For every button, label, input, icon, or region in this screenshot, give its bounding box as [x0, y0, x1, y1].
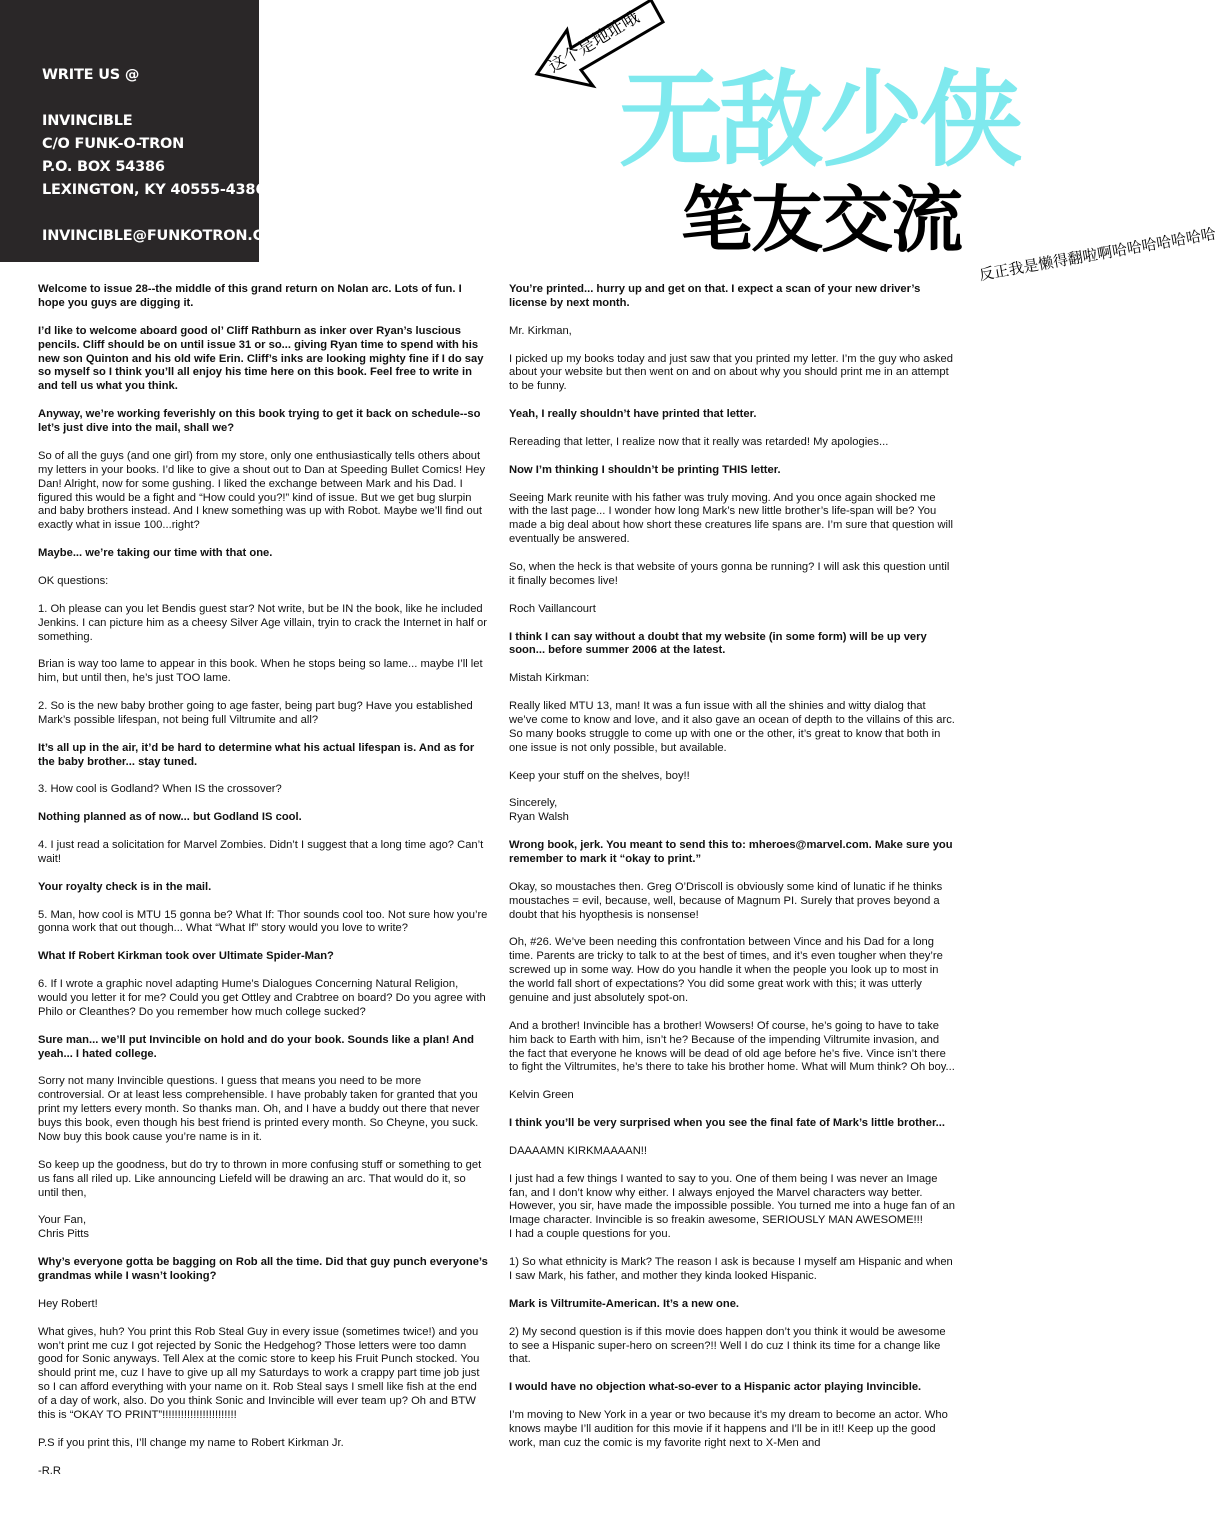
- letter-paragraph: 1) So what ethnicity is Mark? The reason I ask is because I myself am Hispanic and when I saw Mark, his father, and mother they kinda looked Hispanic.: [509, 1256, 953, 1282]
- email-address[interactable]: INVINCIBLE@FUNKOTRON.COM: [42, 228, 290, 244]
- page-subtitle: 笔友交流: [681, 178, 962, 262]
- editor-reply: Why’s everyone gotta be bagging on Rob all the time. Did that guy punch everyone’s grandmas while I wasn’t looking?: [38, 1256, 488, 1283]
- letter-paragraph: 4. I just read a solicitation for Marvel Zombies. Didn’t I suggest that a long time ago? Can’t wait!: [38, 839, 484, 865]
- letter-paragraph: 2. So is the new baby brother going to age faster, being part bug? Have you established Mark’s possible lifespan, not being full Viltrumite and all?: [38, 700, 473, 726]
- address-box: [0, 0, 290, 262]
- letter-paragraph: DAAAAMN KIRKMAAAAN!!: [509, 1144, 648, 1157]
- letter-paragraph: I picked up my books today and just saw that you printed my letter. I’m the guy who asked about your website but then went on and on about why you should print me in an attempt to be funny.: [509, 352, 954, 393]
- letter-paragraph: So keep up the goodness, but do try to thrown in more confusing stuff or something to get us fans all riled up. Like announcing Liefeld will be drawing an arc. That would do it, so until then,: [38, 1158, 482, 1199]
- letter-paragraph: P.S if you print this, I’ll change my name to Robert Kirkman Jr.: [38, 1436, 344, 1449]
- letter-paragraph: What gives, huh? You print this Rob Steal Guy in every issue (sometimes twice!) and you won’t print me cuz I got rejected by Sonic the Hedgehog? Those letters were too damn good for Sonic anyways. Tell Alex at the comic store to keep his Fruit Punch stocked. You should print me, cuz I have to give up all my Saturdays to work a crappy part time job just so I can afford everything with your name on it. Rob Steal says I smell like fish at the end of a day of work, also. Do you think Sonic and Invincible will ever team up? Oh and BTW this is “OKAY TO PRINT”!!!!!!!!!!!!!!!!!!!!!!!!: [38, 1325, 480, 1422]
- letter-paragraph: 6. If I wrote a graphic novel adapting Hume’s Dialogues Concerning Natural Religion, would you letter it for me? Could you get Ottley and Crabtree on board? Do you agree with Philo or Cleanthes? Do you remember how much college sucked?: [38, 978, 486, 1018]
- letter-paragraph: And a brother! Invincible has a brother! Wowsers! Of course, he’s going to have to take him back to Earth with him, isn’t he? Because of the impending Viltrumite invasion, and the fact that everyone he knows will be dead of old age before he’s five. Vince isn’t there to fight the Viltrumites, he’s there to take his brother home. What will Mum think? Oh boy...: [509, 1019, 955, 1074]
- letter-paragraph: Kelvin Green: [509, 1089, 574, 1102]
- letter-paragraph: Roch Vaillancourt: [509, 602, 596, 615]
- editor-reply: Nothing planned as of now... but Godland IS cool.: [38, 811, 302, 824]
- letter-paragraph: Mr. Kirkman,: [509, 324, 572, 337]
- letter-paragraph: Keep your stuff on the shelves, boy!!: [509, 769, 690, 782]
- letter-paragraph: 3. How cool is Godland? When IS the crossover?: [38, 783, 282, 796]
- editor-reply: I would have no objection what-so-ever to a Hispanic actor playing Invincible.: [509, 1381, 922, 1394]
- side-note: 反正我是懒得翻啦啊哈哈哈哈哈哈哈: [977, 224, 1217, 285]
- letter-paragraph: 2) My second question is if this movie does happen don’t you think it would be awesome to see a Hispanic super-hero on screen?!! Well I do cuz I think its time for a change like that.: [509, 1325, 946, 1366]
- letter-paragraph: OK questions:: [38, 574, 109, 587]
- letter-paragraph: 5. Man, how cool is MTU 15 gonna be? What If: Thor sounds cool too. Not sure how you’re gonna work that out though... What “What If” story would you love to write?: [38, 908, 488, 935]
- letter-paragraph: Your Fan, Chris Pitts: [38, 1214, 89, 1241]
- editor-reply: Sure man... we’ll put Invincible on hold and do your book. Sounds like a plan! And yeah... I hated college.: [38, 1033, 474, 1060]
- letter-paragraph: 1. Oh please can you let Bendis guest star? Not write, but be IN the book, like he included Jenkins. I can picture him as a cheesy Silver Age villain, tryin to crack the Internet in half or something.: [38, 602, 487, 643]
- address-line: C/O FUNK-O-TRON: [42, 136, 185, 152]
- editor-reply: Welcome to issue 28--the middle of this grand return on Nolan arc. Lots of fun. I hope you guys are digging it.: [38, 283, 462, 309]
- editor-reply: It’s all up in the air, it’d be hard to determine what his actual lifespan is. And as for the baby brother... stay tuned.: [38, 741, 475, 768]
- letter-paragraph: Really liked MTU 13, man! It was a fun issue with all the shinies and witty dialog that we’ve come to know and love, and it also gave an ocean of depth to the villains of this arc. So many books struggle to come up with one or the other, it’s great to know that both in one issue is not only possible, but available.: [509, 700, 955, 754]
- write-us-heading: WRITE US @: [42, 67, 140, 83]
- letter-paragraph: Brian is way too lame to appear in this book. When he stops being so lame... maybe I’ll let him, but until then, he’s just TOO lame.: [38, 658, 483, 685]
- letter-paragraph: Okay, so moustaches then. Greg O’Driscoll is obviously some kind of lunatic if he thinks moustaches = evil, because, well, because of Magnum PI. Surely that proves beyond a doubt that his hyopthesis is nonsense!: [509, 880, 943, 921]
- letter-paragraph: Rereading that letter, I realize now that it really was retarded! My apologies...: [509, 435, 889, 448]
- editor-reply: Your royalty check is in the mail.: [38, 880, 212, 893]
- letter-paragraph: Sorry not many Invincible questions. I guess that means you need to be more controversial. Or at least less comprehensible. I have probably taken for granted that you print my letters every month. So thanks man. Oh, and I have a buddy out there that never buys this book, even though his best friend is printed every month. So Cheyne, you suck. Now buy this book cause you’re name is in it.: [38, 1075, 480, 1143]
- letter-paragraph: Oh, #26. We’ve been needing this confrontation between Vince and his Dad for a long time. Parents are tricky to talk to at the best of times, and it’s even tougher when they’re screwed up in some way. How do you handle it when the people you look up to most in the world fall short of expectations? You did some great work with this; it was utterly genuine and just absolutely spot-on.: [509, 936, 943, 1004]
- editor-reply: What If Robert Kirkman took over Ultimate Spider-Man?: [38, 950, 334, 963]
- address-line: LEXINGTON, KY 40555-4386.: [42, 182, 271, 198]
- letter-paragraph: I just had a few things I wanted to say to you. One of them being I was never an Image fan, and I don’t know why either. I always enjoyed the Marvel characters way better. However, you sir, have made the impossible possible. You turned me into a huge fan of an Image character. Invincible is so freakin awesome, SERIOUSLY MAN AWESOME!!! I had a couple questions for you.: [509, 1172, 955, 1241]
- editor-reply: You’re printed... hurry up and get on that. I expect a scan of your new driver’s license by next month.: [509, 283, 921, 309]
- editor-reply: Yeah, I really shouldn’t have printed that letter.: [509, 408, 757, 421]
- letters-column-left: [38, 283, 488, 1513]
- letter-paragraph: Sincerely, Ryan Walsh: [509, 797, 569, 824]
- letter-paragraph: So of all the guys (and one girl) from my store, only one enthusiastically tells others about my letters in your books. I’d like to give a shout out to Dan at Speeding Bullet Comics! Hey Dan! Alright, now for some gushing. I liked the exchange between Mark and his Dad. I figured this would be a fight and “How could you?!” kind of issue. But we get bug slurpin and baby brothers instead. And I knew something was up with Robot. Maybe we’ll find out exactly what in issue 100...right?: [38, 449, 486, 532]
- editor-reply: Wrong book, jerk. You meant to send this to: mheroes@marvel.com. Make sure you remember to mark it “okay to print.”: [509, 839, 953, 865]
- letter-paragraph: So, when the heck is that website of yours gonna be running? I will ask this question until it finally becomes live!: [509, 561, 950, 587]
- editor-reply: Mark is Viltrumite-American. It’s a new one.: [509, 1297, 740, 1310]
- editor-reply: Anyway, we’re working feverishly on this book trying to get it back on schedule--so let’s just dive into the mail, shall we?: [38, 408, 481, 435]
- editor-reply: I’d like to welcome aboard good ol’ Cliff Rathburn as inker over Ryan’s luscious pencils. Cliff should be on until issue 31 or so... giving Ryan time to spend with his new son Quinton and his old wife Erin. Cliff’s inks are looking mighty fine if I do say so myself so I think you’ll all enjoy his time here on this book. Feel free to write in and tell us what you think.: [38, 324, 484, 393]
- letter-paragraph: Hey Robert!: [38, 1297, 98, 1310]
- letter-paragraph: Mistah Kirkman:: [509, 672, 590, 685]
- arrow-note: 这个是地址哦: [545, 7, 643, 78]
- editor-reply: I think you’ll be very surprised when you see the final fate of Mark’s little brother...: [509, 1117, 945, 1130]
- letters-column-right: [509, 283, 955, 1513]
- editor-reply: Now I’m thinking I shouldn’t be printing THIS letter.: [509, 463, 781, 476]
- editor-reply: I think I can say without a doubt that my website (in some form) will be up very soon... before summer 2006 at the latest.: [509, 630, 927, 657]
- editor-reply: Maybe... we’re taking our time with that one.: [38, 547, 273, 560]
- address-line: P.O. BOX 54386: [42, 159, 165, 175]
- letter-paragraph: -R.R: [38, 1464, 61, 1477]
- page-header: [259, 0, 1217, 285]
- page-title: 无敌少侠: [619, 59, 1020, 181]
- letter-paragraph: I’m moving to New York in a year or two because it’s my dream to become an actor. Who knows maybe I’ll audition for this movie if it happens and I’ll be in it!! Keep up the good work, man cuz the comic is my favorite right next to X-Men and: [509, 1409, 948, 1449]
- letter-paragraph: Seeing Mark reunite with his father was truly moving. And you once again shocked me with the last page... I wonder how long Mark’s new little brother’s life-span will be? You made a big deal about how short these creatures life spans are. I’m sure that question will eventually be answered.: [509, 491, 954, 546]
- address-line: INVINCIBLE: [42, 113, 133, 129]
